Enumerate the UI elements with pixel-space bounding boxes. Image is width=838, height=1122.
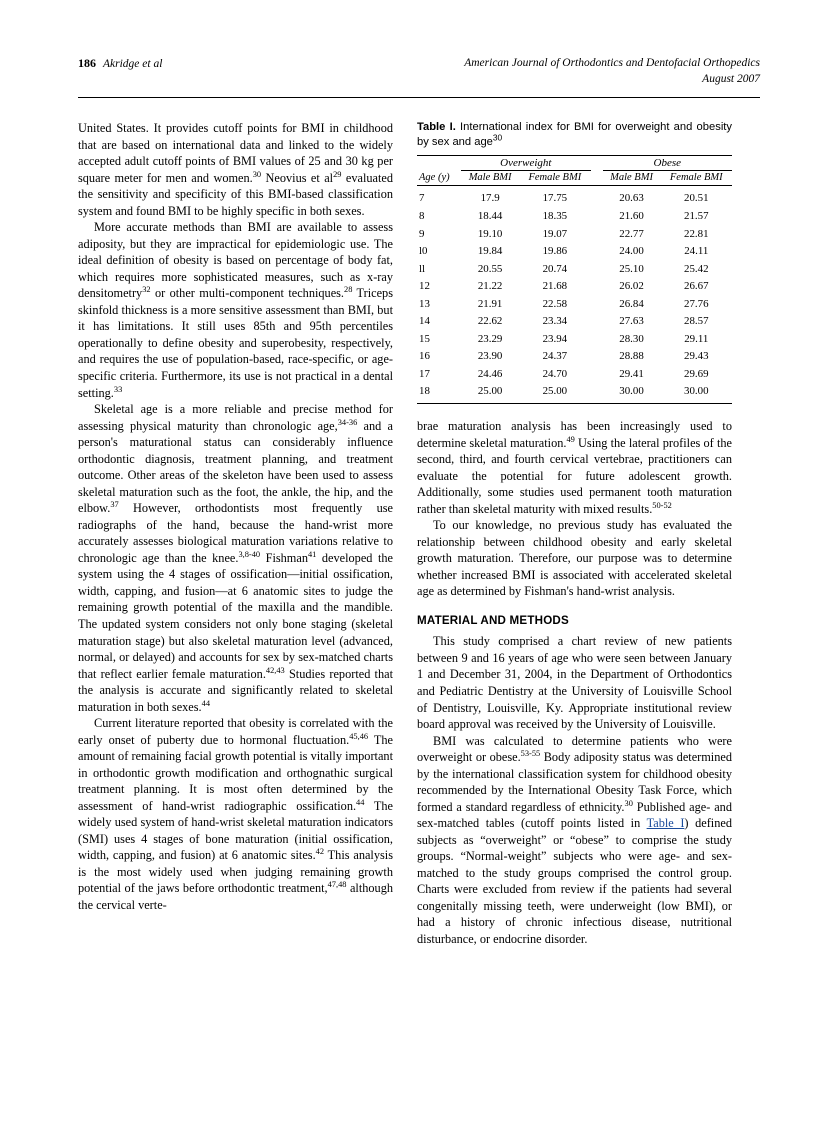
table-row bbox=[417, 278, 732, 296]
cell-ow-female: 18.35 bbox=[542, 210, 568, 223]
table-caption-text: International index for BMI for overweight and obesity by sex and age bbox=[417, 121, 733, 148]
group-header-obese: Obese bbox=[603, 155, 732, 171]
column-header-obese-female: Female BMI bbox=[661, 171, 732, 186]
cell-ob-female: 25.42 bbox=[684, 262, 709, 275]
cell-ob-male: 26.02 bbox=[619, 280, 644, 293]
cell-spacer bbox=[591, 313, 603, 331]
paragraph-left-4 bbox=[78, 715, 393, 913]
cell-ob-female: 24.11 bbox=[684, 245, 709, 258]
text-run: BMI was calculated to determine patients who were overweight or obese. bbox=[417, 733, 732, 765]
cell-ob-male: 22.77 bbox=[619, 227, 644, 240]
cell-ow-female: 24.70 bbox=[542, 367, 568, 380]
column-header-overweight-male: Male BMI bbox=[461, 171, 519, 186]
text-run: The amount of remaining facial growth potential is vitally important in orthodontic growth modification and orthognathic surgical treatment planning. It is most often determined by the assessment of hand-wrist radiographic ossification. bbox=[78, 732, 393, 813]
group-header-blank bbox=[417, 155, 461, 171]
column-header-obese-male: Male BMI bbox=[603, 171, 661, 186]
table-row bbox=[417, 225, 732, 243]
table-i bbox=[417, 120, 732, 404]
paragraph-left-1 bbox=[78, 120, 393, 219]
cell-ob-female: 30.00 bbox=[684, 385, 709, 398]
cell-ob-female: 26.67 bbox=[684, 280, 709, 293]
text-run: Current literature reported that obesity is correlated with the early onset of puberty due to hormonal fluctuation. bbox=[78, 716, 393, 747]
citation-ref: 44 bbox=[356, 797, 365, 807]
cell-ob-male: 20.63 bbox=[619, 192, 644, 205]
citation-ref: 30 bbox=[492, 132, 503, 143]
text-run: Skeletal age is a more reliable and precise method for assessing physical maturity than chronologic age, bbox=[78, 402, 393, 433]
cell-ow-female: 19.86 bbox=[542, 245, 568, 258]
cell-age: 9 bbox=[419, 227, 425, 240]
cell-spacer bbox=[591, 383, 603, 404]
cell-ow-male: 22.62 bbox=[477, 315, 503, 328]
cell-age: 13 bbox=[419, 297, 430, 310]
cell-spacer bbox=[591, 260, 603, 278]
cell-age: 16 bbox=[419, 350, 430, 363]
cell-spacer bbox=[591, 365, 603, 383]
cell-ob-female: 27.76 bbox=[684, 297, 709, 310]
table-row bbox=[417, 383, 732, 404]
citation-ref: 3,8-40 bbox=[238, 549, 261, 559]
cell-ow-female: 21.68 bbox=[542, 280, 568, 293]
running-head-left bbox=[78, 56, 162, 71]
citation-ref: 37 bbox=[110, 500, 119, 510]
cell-ob-male: 21.60 bbox=[619, 210, 644, 223]
cell-ow-male: 19.84 bbox=[477, 245, 503, 258]
text-run: or other multi-component techniques. bbox=[150, 286, 345, 301]
running-head-authors: Akridge et al bbox=[103, 58, 163, 70]
table-row bbox=[417, 365, 732, 383]
text-run: Fishman bbox=[260, 550, 308, 565]
cell-spacer bbox=[591, 243, 603, 261]
cell-ow-female: 22.58 bbox=[542, 297, 568, 310]
cell-ob-female: 21.57 bbox=[684, 210, 709, 223]
cell-ow-male: 23.90 bbox=[477, 350, 503, 363]
text-run: and a person's maturational status can considerably influence orthodontic diagnosis, treatment planning, and treatment outcome. Other areas of the skeleton have been used to assess skeletal maturation such as the foot, the ankle, the hip, and the elbow. bbox=[78, 418, 393, 516]
paragraph-left-2 bbox=[78, 219, 393, 401]
cell-ow-female: 24.37 bbox=[542, 350, 568, 363]
cell-ob-female: 29.43 bbox=[684, 350, 709, 363]
cell-ow-male: 23.29 bbox=[477, 332, 503, 345]
citation-ref: 29 bbox=[333, 169, 342, 179]
running-head-right bbox=[464, 56, 760, 87]
column-header-overweight-female: Female BMI bbox=[519, 171, 590, 186]
text-run: Body adiposity status was determined by the international classification system for childhood obesity recommended by the International Obesity Task Force, which formed a standard regardless of ethnicity. bbox=[417, 750, 732, 814]
paragraph-right-3: This study comprised a chart review of new patients between 9 and 16 years of age who were seen between January 1 and December 31, 2004, in the Department of Orthodontics and Pediatric Dentistry at the University of Louisville School of Dentistry, Louisville, Ky. Appropriate institutional review board approval was received by the University of Louisville. bbox=[417, 634, 732, 732]
cell-ow-male: 24.46 bbox=[477, 367, 503, 380]
citation-ref: 32 bbox=[142, 285, 151, 295]
text-run: Neovius et al bbox=[261, 170, 334, 185]
text-run: Published age- and sex-matched tables (cutoff points listed in bbox=[417, 799, 732, 831]
citation-ref: 45,46 bbox=[349, 731, 369, 741]
table-row bbox=[417, 330, 732, 348]
citation-ref: 44 bbox=[201, 698, 211, 708]
text-run: United States. It provides cutoff points for BMI in childhood that are based on international data and linked to the widely accepted adult cutoff points of BMI values of 25 and 30 kg per square meter for men and women. bbox=[78, 121, 393, 185]
cell-age: 8 bbox=[419, 210, 425, 223]
group-header-overweight: Overweight bbox=[461, 155, 590, 171]
cell-age: 15 bbox=[419, 332, 430, 345]
citation-ref: 42,43 bbox=[265, 665, 285, 675]
text-run: This analysis is the most widely used when judging remaining growth potential of the jaws before orthodontic treatment, bbox=[78, 848, 393, 896]
table-row bbox=[417, 208, 732, 226]
cell-ow-male: 20.55 bbox=[477, 262, 503, 275]
bmi-index-table bbox=[417, 155, 732, 404]
journal-title: American Journal of Orthodontics and Dentofacial Orthopedics bbox=[464, 57, 760, 69]
cell-ob-female: 29.11 bbox=[684, 332, 709, 345]
section-heading-material-and-methods: MATERIAL AND METHODS bbox=[417, 613, 569, 627]
header-divider bbox=[78, 97, 760, 98]
cell-ob-female: 28.57 bbox=[684, 315, 709, 328]
citation-ref: 41 bbox=[307, 549, 317, 559]
citation-ref: 30 bbox=[252, 169, 262, 179]
cell-age: 12 bbox=[419, 280, 430, 293]
text-run: brae maturation analysis has been increasingly used to determine skeletal maturation. bbox=[417, 418, 732, 450]
column-header-age: Age (y) bbox=[417, 171, 461, 186]
group-header-spacer bbox=[591, 155, 603, 171]
citation-ref: 33 bbox=[113, 384, 123, 394]
cell-ob-female: 20.51 bbox=[684, 192, 709, 205]
page-number: 186 bbox=[78, 56, 96, 70]
two-column-body bbox=[78, 120, 760, 947]
text-run: evaluated the sensitivity and specificity of this BMI-based classification system and found BMI to be highly specific in both sexes. bbox=[78, 170, 393, 218]
cell-ob-male: 25.10 bbox=[619, 262, 644, 275]
paragraph-left-3 bbox=[78, 401, 393, 715]
citation-ref: 30 bbox=[624, 798, 633, 808]
cell-ow-male: 21.22 bbox=[477, 280, 503, 293]
cell-age: l0 bbox=[419, 245, 428, 258]
table-row bbox=[417, 260, 732, 278]
cell-ow-male: 17.9 bbox=[480, 192, 500, 205]
cell-age: 18 bbox=[419, 385, 430, 398]
cell-ob-male: 28.30 bbox=[619, 332, 644, 345]
text-run: The widely used system of hand-wrist skeletal maturation indicators (SMI) uses 4 stages of bone maturation (initial ossification, width, capping, and fusion) at 6 anatomic sites. bbox=[78, 798, 393, 863]
cell-spacer bbox=[591, 330, 603, 348]
cell-ow-female: 23.34 bbox=[542, 315, 568, 328]
cell-ob-male: 29.41 bbox=[619, 367, 644, 380]
text-run: More accurate methods than BMI are available to assess adiposity, but they are impractical for epidemiologic use. The ideal definition of obesity is based on percentage of body fat, which requires more sophisticated measures, such as x-ray densitometry bbox=[78, 220, 393, 301]
cell-ob-male: 28.88 bbox=[619, 350, 644, 363]
cell-age: 17 bbox=[419, 367, 430, 380]
text-run: Triceps skinfold thickness is a more sensitive assessment than BMI, but it has limitations. It still uses 85th and 95th percentiles operationally to define obesity and superobesity, respectively, and requires the use of population-based, race-specific, or age-specific criteria. Furthermore, its use is not practical in a dental setting. bbox=[78, 286, 393, 400]
left-column bbox=[78, 120, 393, 947]
text-run: although the cervical verte- bbox=[78, 881, 393, 912]
table-row bbox=[417, 243, 732, 261]
cell-ow-male: 18.44 bbox=[477, 210, 503, 223]
cell-ow-female: 20.74 bbox=[542, 262, 568, 275]
table-row bbox=[417, 295, 732, 313]
cell-ow-female: 17.75 bbox=[542, 192, 568, 205]
table-column-header-row bbox=[417, 171, 732, 186]
table-i-cross-reference-link[interactable]: Table I bbox=[646, 816, 685, 831]
citation-ref: 42 bbox=[315, 847, 325, 857]
cell-ob-male: 24.00 bbox=[619, 245, 644, 258]
cell-ob-female: 22.81 bbox=[684, 227, 709, 240]
cell-ow-female: 19.07 bbox=[542, 227, 568, 240]
cell-spacer bbox=[591, 208, 603, 226]
text-run: developed the system using the 4 stages of ossification—initial ossification, width, capping, and fusion—at 6 anatomic sites to judge the remaining growth potential of the maxilla and the mandible. The updated system considers not only bone staging (skeletal maturation stage) but also skeletal maturation level (advanced, normal, or delayed) and accounts for sex by sex-matched charts that reflect earlier female maturation. bbox=[78, 550, 393, 681]
text-run: Using the lateral profiles of the second, third, and fourth cervical vertebrae, practitioners can evaluate the potential for future adolescent growth. Additionally, some studies used permanent tooth maturation rather than skeletal maturity with mixed results. bbox=[417, 435, 732, 516]
journal-issue-date: August 2007 bbox=[702, 72, 760, 85]
table-body bbox=[417, 186, 732, 404]
table-caption-label: Table I. bbox=[417, 121, 456, 134]
cell-spacer bbox=[591, 278, 603, 296]
cell-ob-male: 27.63 bbox=[619, 315, 644, 328]
cell-ob-female: 29.69 bbox=[684, 367, 709, 380]
cell-ow-male: 25.00 bbox=[477, 385, 503, 398]
cell-age: 14 bbox=[419, 315, 430, 328]
cell-ob-male: 26.84 bbox=[619, 297, 644, 310]
citation-ref: 47,48 bbox=[327, 880, 347, 890]
cell-spacer bbox=[591, 186, 603, 208]
cell-spacer bbox=[591, 295, 603, 313]
cell-age: ll bbox=[419, 262, 426, 275]
table-group-header-row bbox=[417, 155, 732, 171]
paragraph-right-1 bbox=[417, 418, 732, 517]
column-header-spacer bbox=[591, 171, 603, 186]
cell-ob-male: 30.00 bbox=[619, 385, 644, 398]
cell-ow-male: 19.10 bbox=[477, 227, 503, 240]
citation-ref: 53-55 bbox=[520, 749, 541, 759]
cell-spacer bbox=[591, 348, 603, 366]
text-run: However, orthodontists most frequently use radiographs of the hand, because the hand-wrist more accurately assesses biological maturation variations relative to chronologic age than the knee. bbox=[78, 501, 393, 565]
table-row bbox=[417, 313, 732, 331]
citation-ref: 50-52 bbox=[652, 500, 672, 510]
citation-ref: 28 bbox=[344, 285, 353, 295]
citation-ref: 34-36 bbox=[337, 417, 358, 427]
cell-ow-female: 25.00 bbox=[542, 385, 568, 398]
cell-ow-male: 21.91 bbox=[477, 297, 503, 310]
cell-spacer bbox=[591, 225, 603, 243]
paragraph-right-2: To our knowledge, no previous study has evaluated the relationship between childhood obesity and early skeletal growth maturation. Therefore, our purpose was to determine whether increased BMI is associated with accelerated skeletal age as determined by Fishman's hand-wrist analysis. bbox=[417, 518, 732, 599]
running-head bbox=[78, 56, 760, 93]
text-run: Studies reported that the analysis is accurate and significantly related to skeletal maturation in both sexes. bbox=[78, 666, 393, 714]
paragraph-right-4 bbox=[417, 733, 732, 948]
citation-ref: 49 bbox=[566, 434, 575, 444]
table-row bbox=[417, 348, 732, 366]
cell-age: 7 bbox=[419, 192, 425, 205]
cell-ow-female: 23.94 bbox=[542, 332, 568, 345]
right-column bbox=[417, 120, 732, 947]
table-caption bbox=[417, 120, 732, 150]
text-run: ) defined subjects as “overweight” or “obese” to comprise the study groups. “Normal-weight” subjects who were age- and sex-matched to the study groups comprised the control group. Charts were excluded from review if the patients had several congenitally missing teeth, were underweight (low BMI), or had a history of chronic infectious disease, nutritional disturbance, or endocrine disorder. bbox=[417, 816, 732, 946]
table-row bbox=[417, 186, 732, 208]
